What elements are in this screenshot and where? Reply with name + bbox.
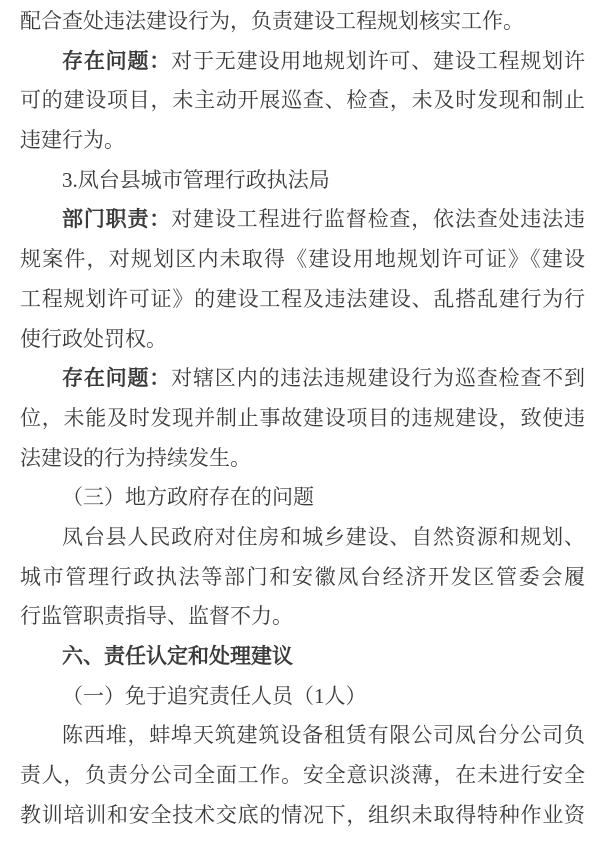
paragraph-line (20, 796, 585, 836)
paragraph-line (20, 320, 585, 360)
paragraph-line (20, 597, 585, 637)
text-segment: 配合查处违法建设行为，负责建设工程规划核实工作。 (20, 9, 524, 33)
text-segment: 存在问题： (62, 49, 172, 73)
paragraph-line (20, 439, 585, 479)
text-segment: 规案件，对规划区内未取得《建设用地规划许可证》《建设 (20, 247, 585, 272)
paragraph-line (20, 756, 585, 796)
text-segment: 3.凤台县城市管理行政执法局 (62, 167, 330, 192)
text-segment: 可的建设项目，未主动开展巡查、检查，未及时发现和制止 (20, 88, 585, 113)
text-segment: （一）免于追究责任人员（1人） (62, 683, 367, 708)
text-segment: 对建设工程进行监督检查，依法查处违法违 (171, 207, 585, 232)
paragraph-line (20, 359, 585, 399)
paragraph-line (20, 399, 585, 439)
text-segment: 行监管职责指导、监督不力。 (20, 604, 293, 629)
text-segment: 存在问题： (62, 367, 172, 391)
text-segment: 六、责任认定和处理建议 (62, 645, 293, 668)
text-segment: 陈西堆，蚌埠天筑建筑设备租赁有限公司凤台分公司负 (62, 723, 585, 748)
paragraph-line (20, 558, 585, 598)
document-body (20, 2, 585, 835)
text-segment: 工程规划许可证》的建设工程及违法建设、乱搭乱建行为行 (20, 286, 585, 311)
subsection-heading (20, 478, 585, 518)
paragraph-line (20, 518, 585, 558)
paragraph-line (20, 2, 585, 42)
text-segment: 对于无建设用地规划许可、建设工程规划许 (171, 48, 585, 73)
list-item-heading (20, 161, 585, 201)
paragraph-line (20, 121, 585, 161)
paragraph-line (20, 81, 585, 121)
text-segment: 教训培训和安全技术交底的情况下，组织未取得特种作业资 (20, 802, 585, 827)
paragraph-line (20, 716, 585, 756)
text-segment: 使行政处罚权。 (20, 326, 167, 351)
text-segment: 城市管理行政执法等部门和安徽凤台经济开发区管委会履 (20, 564, 585, 589)
section-heading (20, 637, 585, 677)
text-segment: 部门职责： (62, 208, 172, 232)
text-segment: 凤台县人民政府对住房和城乡建设、自然资源和规划、 (62, 524, 585, 549)
text-segment: 责人，负责分公司全面工作。安全意识淡薄，在未进行安全 (20, 763, 585, 788)
text-segment: 违建行为。 (20, 128, 125, 153)
text-segment: 法建设的行为持续发生。 (20, 445, 251, 470)
paragraph-line (20, 200, 585, 240)
paragraph-line (20, 42, 585, 82)
paragraph-line (20, 280, 585, 320)
subsection-heading (20, 677, 585, 717)
text-segment: （三）地方政府存在的问题 (62, 485, 314, 510)
text-segment: 对辖区内的违法违规建设行为巡查检查不到 (171, 366, 585, 391)
text-segment: 位，未能及时发现并制止事故建设项目的违规建设，致使违 (20, 405, 585, 430)
paragraph-line (20, 240, 585, 280)
